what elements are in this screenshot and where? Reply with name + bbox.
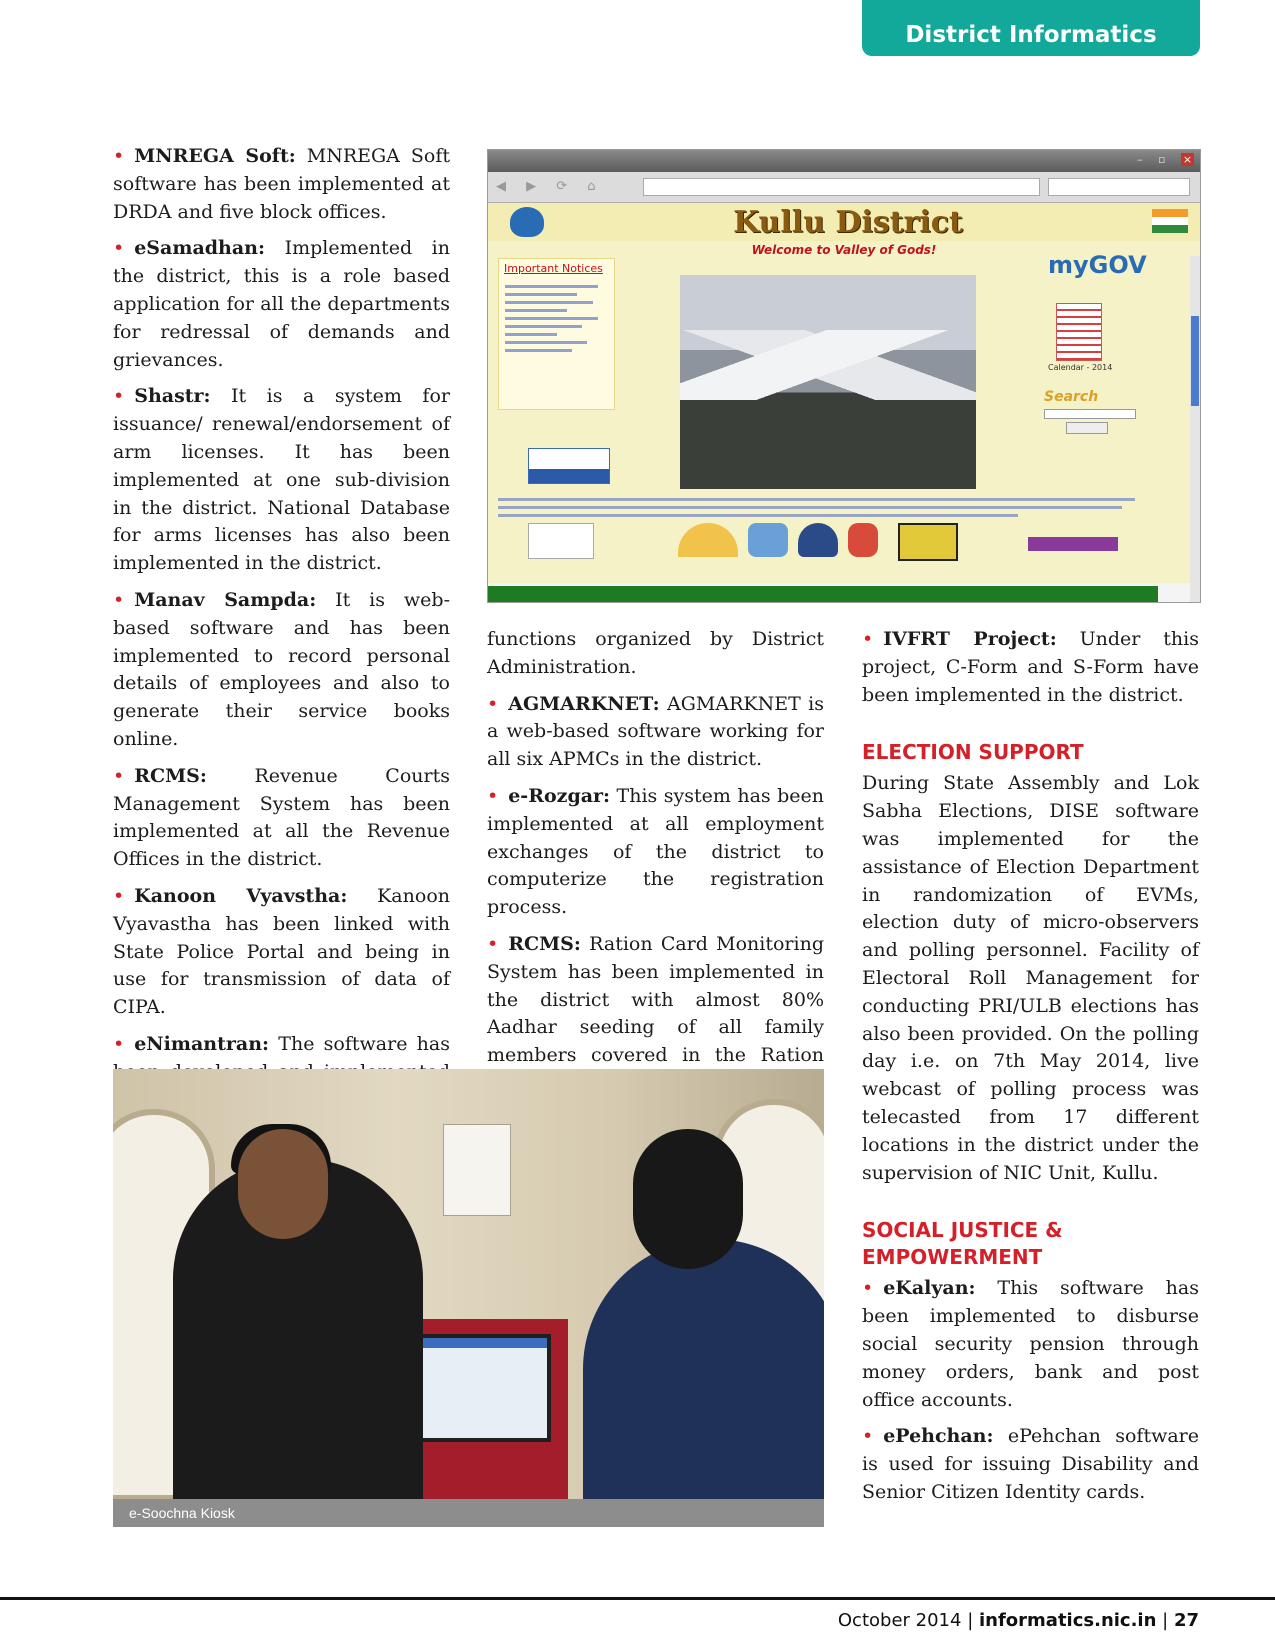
site-intro-text	[498, 493, 1148, 522]
item-title: IVFRT Project:	[883, 628, 1057, 650]
column-b	[487, 626, 824, 1107]
item-title: Kanoon Vyavstha:	[134, 884, 348, 907]
person-left-head	[238, 1129, 328, 1239]
item-text: Kanoon Vyavastha has been linked with State Police Portal and being in use for transmission of data of CIPA.	[113, 884, 450, 1019]
bullet-icon: •	[113, 884, 125, 907]
item-title: eSamadhan:	[134, 237, 265, 260]
bullet-icon: •	[113, 1032, 125, 1055]
item-text: Revenue Courts Management System has been implemented at all the Revenue Offices in the district.	[113, 764, 450, 871]
page-footer	[838, 1610, 1199, 1631]
list-item	[113, 883, 450, 1022]
item-title: eKalyan:	[883, 1277, 976, 1300]
item-text: The software has	[278, 1032, 450, 1055]
footer-rule	[0, 1597, 1275, 1600]
browser-toolbar	[488, 172, 1200, 203]
list-item	[862, 626, 1199, 709]
footer-separator: |	[1156, 1610, 1174, 1631]
browser-search-bar	[1048, 178, 1190, 196]
item-text: Ration Card Monitoring System has been implemented in the district with almost 80% Aadhar seeding of all family members covered in the Ration	[487, 932, 824, 1067]
calendar-icon	[1056, 303, 1102, 361]
india-flag-icon	[1152, 209, 1188, 233]
election-heading: ELECTION SUPPORT	[862, 740, 1084, 765]
police-logo	[798, 523, 838, 557]
column-c	[862, 626, 1199, 1516]
election-text: During State Assembly and Lok Sabha Elections, DISE software was implemented for the assistance of Election Department in randomization of EVMs, election duty of micro-observers and polling personnel. Facility of Electoral Roll Management for conducting PRI/ULB elections has also been provided. On the polling day i.e. on 7th May 2014, live webcast of polling process was telecasted from 17 different locations in the district under the supervision of NIC Unit, Kullu.	[862, 772, 1199, 1184]
item-text: AGMARKNET is a web-based software working for all six APMCs in the district.	[487, 692, 824, 771]
social-heading-line2: EMPOWERMENT	[862, 1245, 1043, 1270]
bullet-icon: •	[487, 784, 499, 807]
social-heading-line1: SOCIAL JUSTICE &	[862, 1218, 1063, 1243]
bullet-icon: •	[862, 1425, 874, 1448]
list-item	[113, 587, 450, 754]
bullet-icon: •	[113, 588, 125, 611]
calendar-label: Calendar - 2014	[1048, 363, 1113, 372]
bullet-icon: •	[487, 692, 499, 715]
notices-text	[499, 278, 614, 359]
photo-caption	[113, 1499, 824, 1527]
site-header	[488, 203, 1200, 241]
switch-panel	[443, 1124, 511, 1216]
site-search-input	[1044, 409, 1136, 419]
childline-logo	[898, 523, 958, 561]
window-titlebar	[488, 150, 1200, 172]
footer-date: October 2014	[837, 1610, 962, 1631]
partner-logos	[528, 523, 1148, 563]
caption-text: e-Soochna Kiosk	[129, 1505, 235, 1521]
item-text: It is web-based software and has been implemented to record personal details of employees and also to generate their service books online.	[113, 588, 450, 750]
notices-title: Important Notices	[504, 262, 603, 275]
list-item	[113, 235, 450, 374]
window-controls: – ▫ ×	[1137, 153, 1193, 166]
close-icon: ×	[1182, 153, 1193, 166]
map-logo	[748, 523, 788, 557]
bullet-icon: •	[113, 237, 125, 260]
person-right-head	[633, 1129, 743, 1269]
site-search-button	[1066, 422, 1108, 434]
list-item	[113, 763, 450, 874]
navigation-icons: ◀ ▶ ⟳ ⌂	[496, 179, 604, 194]
item-text: MNREGA Soft software has been implemented at DRDA and five block offices.	[113, 145, 450, 223]
state-emblem-icon	[510, 207, 544, 237]
item-title: MNREGA Soft:	[134, 145, 296, 167]
site-footer	[488, 586, 1158, 603]
aadhaar-logo	[678, 523, 738, 557]
indiagov-logo	[528, 523, 594, 559]
footer-site: informatics.nic.in	[978, 1610, 1157, 1631]
item-title: e-Rozgar:	[508, 784, 611, 807]
item-text: This software has been implemented to disburse social security pension through money orders, bank and post office accounts.	[862, 1277, 1199, 1411]
kiosk-photo	[113, 1069, 824, 1499]
section-title: District Informatics	[905, 22, 1157, 48]
bullet-icon: •	[487, 932, 499, 955]
bullet-icon: •	[862, 628, 874, 650]
site-title: Kullu District	[733, 205, 963, 240]
notices-panel	[498, 258, 615, 410]
item-text: ePehchan software is used for issuing Disability and Senior Citizen Identity cards.	[862, 1425, 1199, 1503]
item-title: ePehchan:	[883, 1425, 994, 1448]
footer-separator: |	[961, 1610, 979, 1631]
mygov-logo: myGOV	[1048, 251, 1147, 279]
bullet-icon: •	[113, 764, 125, 787]
bullet-icon: •	[862, 1277, 874, 1300]
website-content	[488, 203, 1200, 583]
address-bar	[643, 178, 1040, 196]
website-screenshot	[487, 149, 1201, 603]
site-search-label: Search	[1044, 389, 1099, 405]
continuation-text: functions organized by District Administration.	[487, 628, 824, 678]
list-item	[113, 143, 450, 226]
item-title: Manav Sampda:	[134, 588, 317, 611]
bullet-icon: •	[113, 145, 125, 167]
item-text: Under this project, C-Form and S-Form have been implemented in the district.	[862, 628, 1199, 706]
person-right	[583, 1239, 824, 1499]
item-title: eNimantran:	[134, 1032, 270, 1055]
item-text: It is a system for issuance/ renewal/endorsement of arm licenses. It has been implemented at one sub-division in the district. National Database for arms licenses has also been implemented in the district.	[113, 385, 450, 575]
item-text: Implemented in the district, this is a role based application for all the departments for redressal of demands and grievances.	[113, 237, 450, 371]
mascot-logo	[848, 523, 878, 557]
list-item	[862, 1275, 1199, 1414]
mountain-photo	[680, 275, 976, 489]
list-item	[487, 691, 824, 774]
site-welcome: Welcome to Valley of Gods!	[751, 243, 937, 257]
item-title: RCMS:	[508, 932, 581, 955]
item-title: Shastr:	[134, 385, 211, 408]
digigov-logo	[528, 448, 610, 484]
item-title: RCMS:	[134, 764, 207, 787]
scrollbar	[1190, 256, 1200, 603]
list-item	[862, 1423, 1199, 1506]
list-item	[487, 783, 824, 922]
item-title: AGMARKNET:	[508, 692, 660, 715]
page-number: 27	[1173, 1610, 1199, 1631]
section-tab	[862, 0, 1200, 56]
site-banner	[1028, 537, 1118, 551]
item-text: This system has been implemented at all employment exchanges of the district to computerize the registration process.	[487, 784, 824, 919]
bullet-icon: •	[113, 385, 125, 408]
column-a	[113, 143, 450, 1179]
list-item	[113, 383, 450, 578]
scrollbar-thumb	[1191, 316, 1199, 406]
